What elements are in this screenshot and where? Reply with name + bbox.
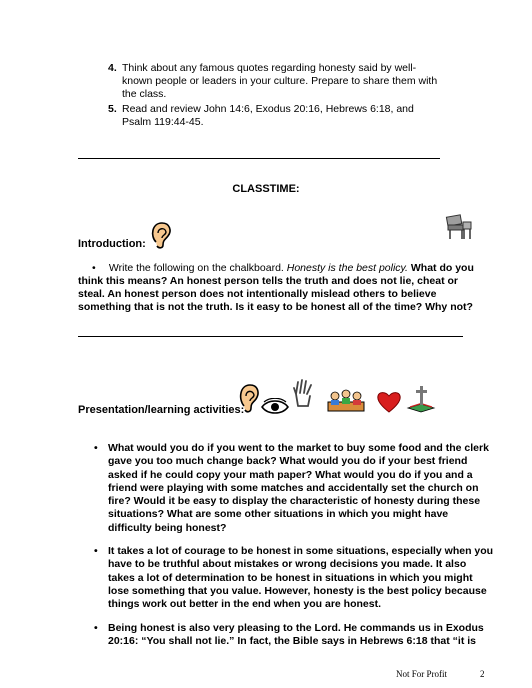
list-text: Read and review John 14:6, Exodus 20:16, Hebrews 6:18, and Psalm 119:44-45. bbox=[122, 103, 414, 128]
hand-icon bbox=[292, 378, 316, 408]
list-text: What would you do if you went to the market to buy some food and the clerk gave you too much change back? What would you do if your best friend asked if he could copy your math paper? What would you do if you and a friend were playing with some matches and accidentally set the church on fire? Would it be easy to display the characteristic of honesty during these situations? What are some other situations in which you might have difficulty being honest? bbox=[108, 442, 489, 534]
list-item bbox=[94, 442, 494, 535]
bullet-mark: • bbox=[94, 442, 98, 454]
list-text: It takes a lot of courage to be honest in some situations, especially when you have to be truthful about mistakes or wrong decisions you made. It also takes a lot of determination to be honest in situations in which you might lose something that you value. However, honesty is the best policy because things work out better in the end when you are honest. bbox=[108, 545, 494, 611]
desk-icon bbox=[444, 212, 474, 242]
bullet-mark: • bbox=[94, 621, 98, 634]
list-number: 4. bbox=[108, 62, 117, 74]
list-number: 5. bbox=[108, 103, 117, 115]
page-number: 2 bbox=[480, 669, 485, 679]
divider bbox=[78, 336, 463, 337]
group-activity-icon bbox=[326, 388, 366, 414]
prep-list bbox=[108, 62, 438, 131]
bible-cross-icon bbox=[406, 382, 436, 414]
list-item bbox=[94, 545, 494, 611]
eye-icon bbox=[260, 398, 290, 416]
list-item bbox=[108, 103, 438, 129]
footer-note: Not For Profit bbox=[396, 669, 448, 679]
introduction-paragraph bbox=[78, 262, 482, 314]
list-text: Think about any famous quotes regarding honesty said by well-known people or leaders in your culture. Prepare to share them with the class. bbox=[122, 62, 438, 100]
intro-quote: Honesty is the best policy. bbox=[286, 262, 408, 274]
list-text: Being honest is also very pleasing to the Lord. He commands us in Exodus 20:16: “You shall not lie.” In fact, the Bible says in Hebrews 6:18 that “it is bbox=[108, 621, 484, 647]
presentation-label: Presentation/learning activities: bbox=[78, 404, 245, 416]
ear-icon bbox=[148, 220, 174, 250]
heart-icon bbox=[376, 390, 402, 414]
ear-icon bbox=[236, 382, 262, 414]
intro-bold-text: What do you think this means? An honest person tells the truth and does not lie, cheat or steal. An honest person does not intentionally mislead others to believe something that is not the truth. Is it easy to be honest all of the time? Why not? bbox=[78, 262, 474, 313]
presentation-bullets bbox=[94, 442, 494, 658]
list-item bbox=[108, 62, 438, 101]
classtime-heading: CLASSTIME: bbox=[232, 183, 300, 195]
bullet-mark: • bbox=[92, 262, 96, 274]
bullet-mark: • bbox=[94, 545, 98, 558]
list-item bbox=[94, 622, 494, 649]
introduction-label: Introduction: bbox=[78, 238, 146, 250]
divider bbox=[78, 158, 440, 159]
intro-lead: Write the following on the chalkboard. bbox=[108, 262, 284, 274]
